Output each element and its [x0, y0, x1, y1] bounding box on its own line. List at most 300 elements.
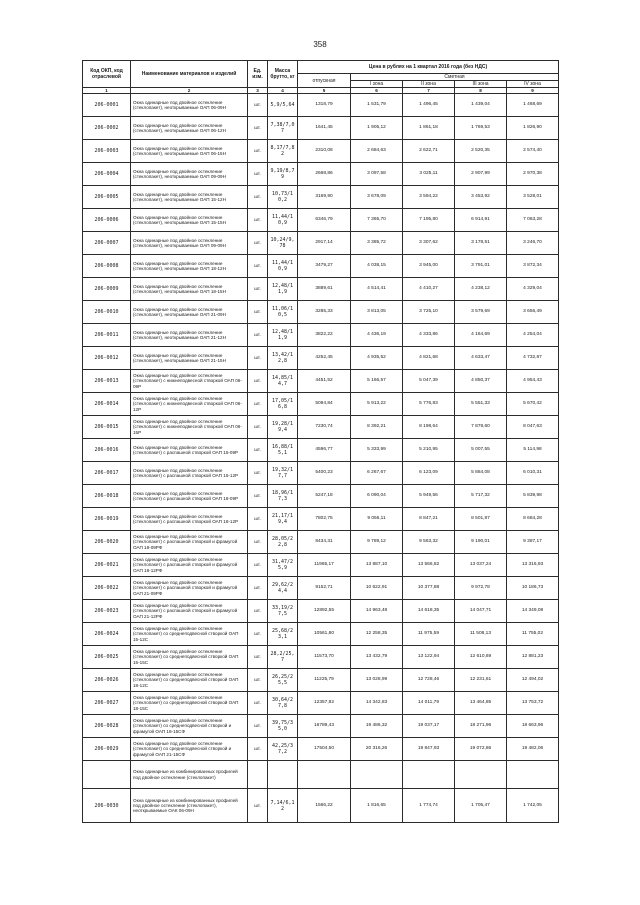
row-zone-2-price: 19 037,17 — [403, 715, 455, 738]
row-zone-4-price: 7 063,28 — [507, 209, 559, 232]
row-unit: шт. — [248, 163, 268, 186]
row-zone-2-price: 5 210,95 — [403, 439, 455, 462]
row-mass: 11,06/10,5 — [268, 301, 298, 324]
row-zone-4-price: 8 047,63 — [507, 416, 559, 439]
row-unit: шт. — [248, 789, 268, 823]
row-unit: шт. — [248, 209, 268, 232]
row-zone-3-price: 3 178,51 — [455, 232, 507, 255]
row-mass: 11,44/10,9 — [268, 209, 298, 232]
row-code: 206-0019 — [83, 508, 131, 531]
row-zone-2-price: 3 594,22 — [403, 186, 455, 209]
row-zone-3-price: 18 271,96 — [455, 715, 507, 738]
section-heading-row — [83, 761, 559, 789]
row-wholesale-price: 7802,75 — [298, 508, 351, 531]
column-number: 7 — [403, 88, 455, 94]
row-zone-1-price: 14 342,83 — [351, 692, 403, 715]
row-name: Окна одинарные под двойное остекление (стеклопакет), неоткрываемые ОАП 06-15Н — [131, 140, 248, 163]
row-zone-1-price: 2 684,63 — [351, 140, 403, 163]
row-wholesale-price: 10561,80 — [298, 623, 351, 646]
table-row — [83, 117, 559, 140]
row-mass: 28,05/22,8 — [268, 531, 298, 554]
row-mass: 18,96/17,3 — [268, 485, 298, 508]
row-zone-2-price: 4 821,68 — [403, 347, 455, 370]
row-zone-4-price: 3 872,34 — [507, 255, 559, 278]
row-name: Окна одинарные под двойное остекление (стеклопакет) со среднеподвесной створкой и фрамугой ОАП 21-15СФ — [131, 738, 248, 761]
row-zone-2-price: 1 496,45 — [403, 94, 455, 117]
row-zone-3-price: 11 508,13 — [455, 623, 507, 646]
row-name: Окна одинарные под двойное остекление (стеклопакет), неоткрываемые ОАП 09-09Н — [131, 163, 248, 186]
row-zone-2-price: 8 847,21 — [403, 508, 455, 531]
row-name: Окна одинарные под двойное остекление (стеклопакет), неоткрываемые ОАП 09-09Н — [131, 232, 248, 255]
row-code: 206-0005 — [83, 186, 131, 209]
row-name: Окна одинарные из комбинированных профилей под двойное остекление (стеклопакет), неоткрываемые ОАК 06-09Н — [131, 789, 248, 823]
row-zone-1-price: 13 028,99 — [351, 669, 403, 692]
row-zone-3-price: 5 717,32 — [455, 485, 507, 508]
row-mass: 30,64/27,8 — [268, 692, 298, 715]
row-zone-4-price: 9 387,17 — [507, 531, 559, 554]
row-name: Окна одинарные под двойное остекление (стеклопакет), неоткрываемые ОАП 21-15Н — [131, 347, 248, 370]
row-wholesale-price: 4596,77 — [298, 439, 351, 462]
row-code: 206-0026 — [83, 669, 131, 692]
row-zone-3-price: 1 439,04 — [455, 94, 507, 117]
table-row — [83, 692, 559, 715]
row-zone-1-price: 12 258,35 — [351, 623, 403, 646]
row-wholesale-price: 11573,70 — [298, 646, 351, 669]
row-unit: шт. — [248, 577, 268, 600]
row-wholesale-price: 3479,27 — [298, 255, 351, 278]
row-wholesale-price: 11965,17 — [298, 554, 351, 577]
row-zone-3-price: 3 791,01 — [455, 255, 507, 278]
row-wholesale-price: 2310,08 — [298, 140, 351, 163]
row-wholesale-price: 16789,43 — [298, 715, 351, 738]
row-code: 206-0024 — [83, 623, 131, 646]
row-mass: 39,75/35,0 — [268, 715, 298, 738]
row-zone-1-price: 13 887,10 — [351, 554, 403, 577]
table-row — [83, 439, 559, 462]
row-code: 206-0021 — [83, 554, 131, 577]
row-code: 206-0012 — [83, 347, 131, 370]
table-row — [83, 232, 559, 255]
row-name: Окна одинарные под двойное остекление (стеклопакет) с нижнеподвесной створкой ОАП 06-12Р — [131, 393, 248, 416]
row-zone-3-price: 14 047,71 — [455, 600, 507, 623]
row-zone-4-price: 8 684,28 — [507, 508, 559, 531]
row-name: Окна одинарные под двойное остекление (стеклопакет) с нижнеподвесной створкой ОАП 06-15Р — [131, 416, 248, 439]
row-unit: шт. — [248, 416, 268, 439]
row-zone-1-price: 5 913,22 — [351, 393, 403, 416]
row-mass: 31,47/25,9 — [268, 554, 298, 577]
row-zone-2-price: 6 123,09 — [403, 462, 455, 485]
table-row — [83, 623, 559, 646]
row-unit: шт. — [248, 462, 268, 485]
row-zone-4-price: 14 349,08 — [507, 600, 559, 623]
table-row — [83, 301, 559, 324]
row-zone-2-price: 14 618,35 — [403, 600, 455, 623]
row-wholesale-price: 4252,45 — [298, 347, 351, 370]
row-zone-1-price: 7 365,70 — [351, 209, 403, 232]
row-unit: шт. — [248, 393, 268, 416]
table-row — [83, 186, 559, 209]
row-unit: шт. — [248, 94, 268, 117]
row-code: 206-0006 — [83, 209, 131, 232]
row-code: 206-0010 — [83, 301, 131, 324]
row-zone-2-price: 19 847,93 — [403, 738, 455, 761]
header-unit: Ед. изм. — [248, 61, 268, 88]
row-zone-2-price: 9 563,32 — [403, 531, 455, 554]
row-unit: шт. — [248, 715, 268, 738]
row-mass: 33,19/27,5 — [268, 600, 298, 623]
row-zone-3-price: 12 610,69 — [455, 646, 507, 669]
row-zone-4-price: 1 468,69 — [507, 94, 559, 117]
row-code: 206-0028 — [83, 715, 131, 738]
row-wholesale-price: 2917,14 — [298, 232, 351, 255]
header-zone-1: I зона — [351, 81, 403, 88]
row-unit: шт. — [248, 117, 268, 140]
row-mass: 14,85/14,7 — [268, 370, 298, 393]
row-zone-3-price: 5 884,08 — [455, 462, 507, 485]
row-wholesale-price: 17504,50 — [298, 738, 351, 761]
row-zone-2-price: 5 047,39 — [403, 370, 455, 393]
row-mass: 8,17/7,82 — [268, 140, 298, 163]
row-wholesale-price: 1318,79 — [298, 94, 351, 117]
row-zone-2-price: 1 774,74 — [403, 789, 455, 823]
row-zone-1-price: 8 392,21 — [351, 416, 403, 439]
row-mass: 21,17/19,4 — [268, 508, 298, 531]
table-row — [83, 738, 559, 761]
row-zone-4-price: 12 494,02 — [507, 669, 559, 692]
row-code: 206-0013 — [83, 370, 131, 393]
row-zone-3-price: 12 231,61 — [455, 669, 507, 692]
row-zone-3-price: 4 850,37 — [455, 370, 507, 393]
header-zone-4: IV зона — [507, 81, 559, 88]
table-row — [83, 554, 559, 577]
row-zone-4-price: 4 329,04 — [507, 278, 559, 301]
row-code: 206-0003 — [83, 140, 131, 163]
table-row — [83, 416, 559, 439]
row-zone-3-price: 8 501,87 — [455, 508, 507, 531]
column-number: 1 — [83, 88, 131, 94]
row-zone-3-price: 3 453,92 — [455, 186, 507, 209]
row-zone-1-price: 3 813,05 — [351, 301, 403, 324]
row-zone-4-price: 13 753,72 — [507, 692, 559, 715]
page-number: 358 — [313, 40, 327, 49]
row-zone-2-price: 10 377,88 — [403, 577, 455, 600]
row-mass: 26,25/25,5 — [268, 669, 298, 692]
row-zone-2-price: 13 566,82 — [403, 554, 455, 577]
row-unit: шт. — [248, 623, 268, 646]
row-zone-4-price: 19 482,06 — [507, 738, 559, 761]
row-code: 206-0009 — [83, 278, 131, 301]
row-zone-4-price: 3 528,01 — [507, 186, 559, 209]
row-zone-2-price: 1 861,18 — [403, 117, 455, 140]
row-wholesale-price: 8434,31 — [298, 531, 351, 554]
row-mass: 10,73/10,2 — [268, 186, 298, 209]
table-row — [83, 255, 559, 278]
row-zone-4-price: 10 186,73 — [507, 577, 559, 600]
row-code: 206-0008 — [83, 255, 131, 278]
table-row — [83, 577, 559, 600]
row-code: 206-0029 — [83, 738, 131, 761]
table-row — [83, 140, 559, 163]
row-zone-4-price: 4 254,04 — [507, 324, 559, 347]
row-name: Окна одинарные под двойное остекление (стеклопакет) с распашной створкой и фрамугой ОАП 21-12РФ — [131, 600, 248, 623]
table-row — [83, 370, 559, 393]
row-code: 206-0002 — [83, 117, 131, 140]
row-mass: 19,28/19,4 — [268, 416, 298, 439]
row-zone-1-price: 14 963,48 — [351, 600, 403, 623]
row-unit: шт. — [248, 508, 268, 531]
row-code: 206-0016 — [83, 439, 131, 462]
row-mass: 5,9/5,64 — [268, 94, 298, 117]
row-code: 206-0027 — [83, 692, 131, 715]
row-wholesale-price: 3285,33 — [298, 301, 351, 324]
row-zone-4-price: 12 881,23 — [507, 646, 559, 669]
price-table — [82, 60, 559, 823]
row-zone-1-price: 5 333,99 — [351, 439, 403, 462]
column-number: 3 — [248, 88, 268, 94]
row-zone-2-price: 4 333,86 — [403, 324, 455, 347]
row-zone-1-price: 1 531,79 — [351, 94, 403, 117]
row-zone-2-price: 3 025,11 — [403, 163, 455, 186]
row-name: Окна одинарные под двойное остекление (стеклопакет) с нижнеподвесной створкой ОАП 06-09Р — [131, 370, 248, 393]
row-zone-4-price: 5 670,42 — [507, 393, 559, 416]
row-zone-4-price: 4 732,87 — [507, 347, 559, 370]
row-unit: шт. — [248, 324, 268, 347]
row-mass: 7,14/6,12 — [268, 789, 298, 823]
row-name: Окна одинарные под двойное остекление (стеклопакет) с распашной створкой и фрамугой ОАП 18-12РФ — [131, 554, 248, 577]
row-code: 206-0004 — [83, 163, 131, 186]
row-wholesale-price: 5400,23 — [298, 462, 351, 485]
table-row — [83, 508, 559, 531]
table-row — [83, 462, 559, 485]
row-name: Окна одинарные под двойное остекление (стеклопакет) со среднеподвесной створкой ОАП 18-12С — [131, 669, 248, 692]
row-zone-1-price: 4 038,15 — [351, 255, 403, 278]
row-zone-4-price: 2 574,40 — [507, 140, 559, 163]
row-zone-2-price: 5 776,83 — [403, 393, 455, 416]
row-mass: 7,38/7,07 — [268, 117, 298, 140]
row-mass: 10,24/9,78 — [268, 232, 298, 255]
row-code: 206-0018 — [83, 485, 131, 508]
row-zone-4-price: 3 246,70 — [507, 232, 559, 255]
row-wholesale-price: 5094,84 — [298, 393, 351, 416]
row-name: Окна одинарные под двойное остекление (стеклопакет), неоткрываемые ОАП 06-12Н — [131, 117, 248, 140]
row-code: 206-0025 — [83, 646, 131, 669]
row-zone-2-price: 3 945,00 — [403, 255, 455, 278]
row-unit: шт. — [248, 669, 268, 692]
table-row — [83, 393, 559, 416]
row-zone-2-price: 14 011,79 — [403, 692, 455, 715]
row-wholesale-price: 12892,55 — [298, 600, 351, 623]
row-zone-1-price: 20 316,26 — [351, 738, 403, 761]
row-code: 206-0001 — [83, 94, 131, 117]
row-mass: 13,42/12,8 — [268, 347, 298, 370]
row-zone-3-price: 2 907,99 — [455, 163, 507, 186]
row-code: 206-0015 — [83, 416, 131, 439]
row-mass: 25,68/23,1 — [268, 623, 298, 646]
table-body — [83, 88, 559, 823]
table-row — [83, 209, 559, 232]
row-zone-3-price: 1 705,47 — [455, 789, 507, 823]
row-mass: 11,44/10,9 — [268, 255, 298, 278]
row-zone-3-price: 4 633,47 — [455, 347, 507, 370]
row-wholesale-price: 1566,22 — [298, 789, 351, 823]
row-unit: шт. — [248, 140, 268, 163]
row-mass: 28,2/25,7 — [268, 646, 298, 669]
row-unit: шт. — [248, 278, 268, 301]
row-zone-1-price: 4 514,41 — [351, 278, 403, 301]
table-header — [83, 61, 559, 88]
row-unit: шт. — [248, 301, 268, 324]
row-code: 206-0022 — [83, 577, 131, 600]
row-unit: шт. — [248, 485, 268, 508]
header-zone-2: II зона — [403, 81, 455, 88]
row-name: Окна одинарные под двойное остекление (стеклопакет) со среднеподвесной створкой ОАП 15-12С — [131, 623, 248, 646]
row-zone-2-price: 12 728,46 — [403, 669, 455, 692]
row-zone-3-price: 7 878,60 — [455, 416, 507, 439]
row-zone-3-price: 19 072,86 — [455, 738, 507, 761]
row-wholesale-price: 5247,18 — [298, 485, 351, 508]
row-name: Окна одинарные под двойное остекление (стеклопакет) со среднеподвесной створкой ОАП 15-15С — [131, 646, 248, 669]
header-name: Наименование материалов и изделий — [131, 61, 248, 88]
row-wholesale-price: 4451,52 — [298, 370, 351, 393]
row-zone-1-price: 9 789,12 — [351, 531, 403, 554]
row-mass: 12,48/11,9 — [268, 278, 298, 301]
row-zone-2-price: 11 975,59 — [403, 623, 455, 646]
row-mass: 42,25/37,2 — [268, 738, 298, 761]
row-wholesale-price: 6346,79 — [298, 209, 351, 232]
row-mass: 19,32/17,7 — [268, 462, 298, 485]
row-mass: 17,05/16,8 — [268, 393, 298, 416]
row-zone-4-price: 5 839,98 — [507, 485, 559, 508]
row-code: 206-0030 — [83, 789, 131, 823]
row-name: Окна одинарные под двойное остекление (стеклопакет), неоткрываемые ОАП 18-15Н — [131, 278, 248, 301]
row-name: Окна одинарные под двойное остекление (стеклопакет) с распашной створкой ОАП 15-09Р — [131, 439, 248, 462]
row-name: Окна одинарные под двойное остекление (стеклопакет) с распашной створкой и фрамугой ОАП 21-09РФ — [131, 577, 248, 600]
row-zone-1-price: 5 166,57 — [351, 370, 403, 393]
row-wholesale-price: 3822,22 — [298, 324, 351, 347]
row-zone-4-price: 2 970,38 — [507, 163, 559, 186]
column-number: 8 — [455, 88, 507, 94]
column-number: 4 — [268, 88, 298, 94]
row-zone-1-price: 3 678,09 — [351, 186, 403, 209]
row-mass: 9,19/8,79 — [268, 163, 298, 186]
row-wholesale-price: 2668,86 — [298, 163, 351, 186]
table-row — [83, 94, 559, 117]
row-zone-2-price: 3 725,10 — [403, 301, 455, 324]
row-zone-1-price: 13 432,79 — [351, 646, 403, 669]
table-row — [83, 789, 559, 823]
row-name: Окна одинарные под двойное остекление (стеклопакет), неоткрываемые ОАП 18-12Н — [131, 255, 248, 278]
row-unit: шт. — [248, 439, 268, 462]
header-wholesale: отпускная — [298, 74, 351, 88]
row-zone-3-price: 5 007,55 — [455, 439, 507, 462]
row-unit: шт. — [248, 692, 268, 715]
row-zone-4-price: 1 742,05 — [507, 789, 559, 823]
row-zone-3-price: 9 972,78 — [455, 577, 507, 600]
column-number: 2 — [131, 88, 248, 94]
table-row — [83, 278, 559, 301]
row-unit: шт. — [248, 232, 268, 255]
row-zone-4-price: 3 656,49 — [507, 301, 559, 324]
row-unit: шт. — [248, 186, 268, 209]
row-name: Окна одинарные под двойное остекление (стеклопакет), неоткрываемые ОАП 21-09Н — [131, 301, 248, 324]
row-zone-4-price: 13 316,93 — [507, 554, 559, 577]
row-zone-3-price: 4 164,69 — [455, 324, 507, 347]
section-heading: Окна одинарные из комбинированных профилей под двойное остекление (стеклопакет) — [131, 761, 248, 789]
row-zone-1-price: 6 090,04 — [351, 485, 403, 508]
row-mass: 29,62/24,4 — [268, 577, 298, 600]
column-number: 9 — [507, 88, 559, 94]
row-zone-1-price: 4 436,19 — [351, 324, 403, 347]
row-zone-3-price: 13 037,24 — [455, 554, 507, 577]
table-row — [83, 715, 559, 738]
table-row — [83, 600, 559, 623]
row-code: 206-0014 — [83, 393, 131, 416]
table-row — [83, 646, 559, 669]
row-unit: шт. — [248, 646, 268, 669]
row-wholesale-price: 12357,82 — [298, 692, 351, 715]
row-zone-2-price: 3 307,62 — [403, 232, 455, 255]
header-code: Код ОКП, код отраслевой — [83, 61, 131, 88]
row-code: 206-0017 — [83, 462, 131, 485]
row-name: Окна одинарные под двойное остекление (стеклопакет), неоткрываемые ОАП 06-09Н — [131, 94, 248, 117]
row-name: Окна одинарные под двойное остекление (стеклопакет) со среднеподвесной створкой и фрамугой ОАП 18-15СФ — [131, 715, 248, 738]
row-zone-2-price: 7 195,80 — [403, 209, 455, 232]
row-unit: шт. — [248, 531, 268, 554]
row-zone-1-price: 10 622,91 — [351, 577, 403, 600]
row-zone-2-price: 13 122,94 — [403, 646, 455, 669]
row-code: 206-0011 — [83, 324, 131, 347]
table-row — [83, 324, 559, 347]
row-name: Окна одинарные под двойное остекление (стеклопакет) с распашной створкой ОАП 18-12Р — [131, 508, 248, 531]
row-zone-1-price: 3 385,72 — [351, 232, 403, 255]
row-zone-1-price: 4 935,52 — [351, 347, 403, 370]
row-unit: шт. — [248, 255, 268, 278]
table-row — [83, 669, 559, 692]
table-row — [83, 531, 559, 554]
row-wholesale-price: 1641,45 — [298, 117, 351, 140]
row-code: 206-0023 — [83, 600, 131, 623]
row-zone-2-price: 5 949,56 — [403, 485, 455, 508]
row-wholesale-price: 9152,71 — [298, 577, 351, 600]
header-price-group: Цена в рублях на 1 квартал 2016 года (без НДС) — [298, 61, 559, 74]
header-estimate: Сметная — [351, 74, 559, 81]
row-zone-1-price: 1 816,65 — [351, 789, 403, 823]
row-zone-3-price: 3 579,69 — [455, 301, 507, 324]
row-code: 206-0007 — [83, 232, 131, 255]
row-zone-1-price: 3 097,58 — [351, 163, 403, 186]
row-zone-3-price: 9 190,01 — [455, 531, 507, 554]
row-zone-4-price: 5 114,98 — [507, 439, 559, 462]
table-row — [83, 347, 559, 370]
row-unit: шт. — [248, 554, 268, 577]
header-mass: Масса брутто, кг — [268, 61, 298, 88]
row-name: Окна одинарные под двойное остекление (стеклопакет) с распашной створкой ОАП 18-09Р — [131, 485, 248, 508]
row-zone-1-price: 19 486,32 — [351, 715, 403, 738]
row-zone-3-price: 6 914,91 — [455, 209, 507, 232]
column-number: 6 — [351, 88, 403, 94]
row-mass: 16,88/15,1 — [268, 439, 298, 462]
row-zone-2-price: 8 198,64 — [403, 416, 455, 439]
row-wholesale-price: 11225,79 — [298, 669, 351, 692]
row-mass: 12,48/11,9 — [268, 324, 298, 347]
row-zone-3-price: 2 520,35 — [455, 140, 507, 163]
row-wholesale-price: 7230,74 — [298, 416, 351, 439]
row-name: Окна одинарные под двойное остекление (стеклопакет), неоткрываемые ОАП 21-12Н — [131, 324, 248, 347]
row-zone-2-price: 4 410,27 — [403, 278, 455, 301]
row-wholesale-price: 3169,90 — [298, 186, 351, 209]
row-zone-4-price: 4 954,43 — [507, 370, 559, 393]
row-zone-3-price: 5 551,33 — [455, 393, 507, 416]
